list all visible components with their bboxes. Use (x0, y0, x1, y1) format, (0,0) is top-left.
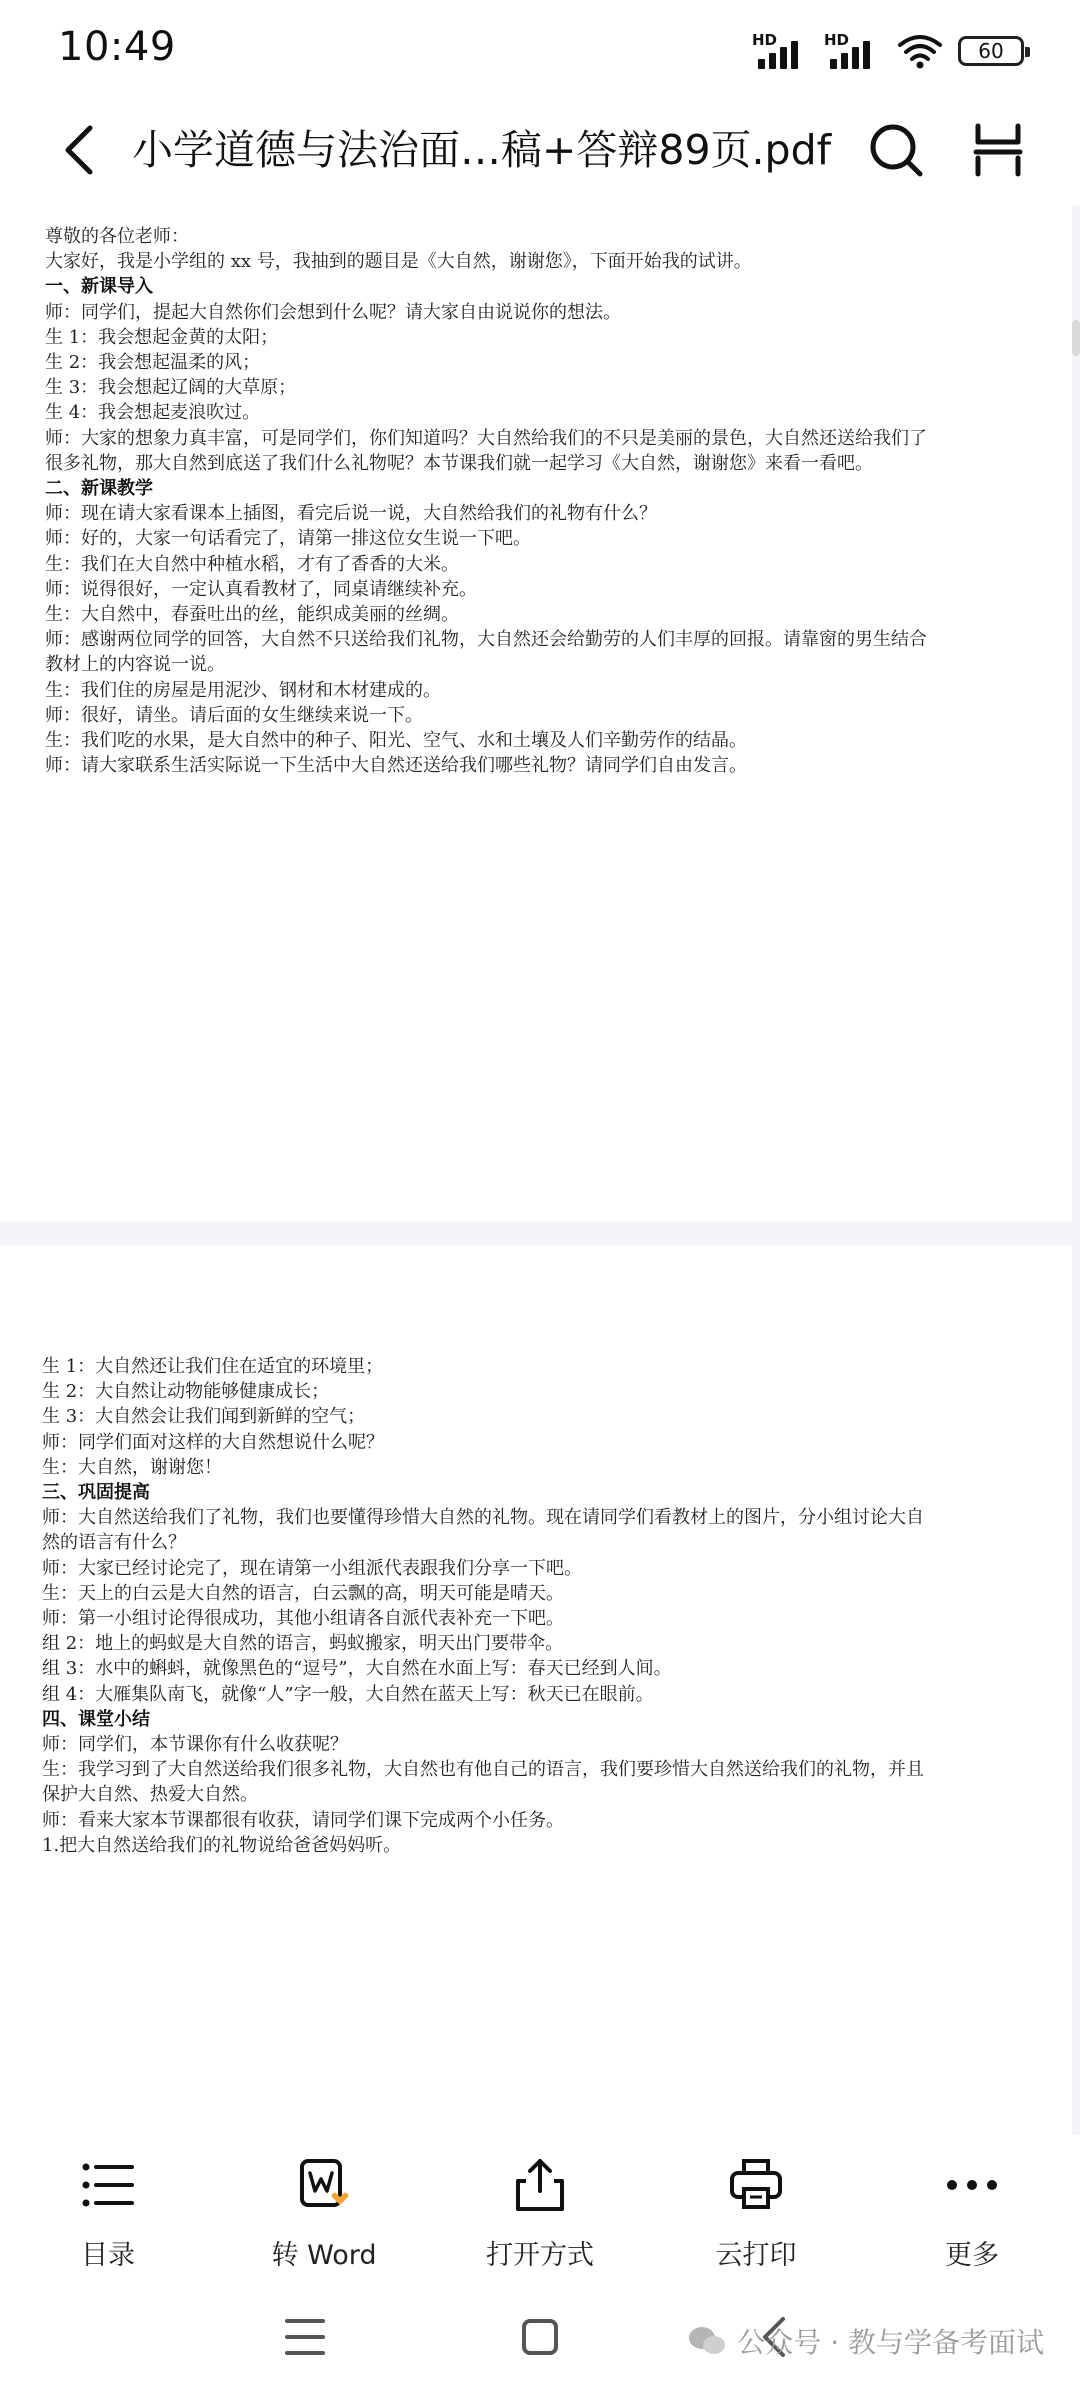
more-button[interactable] (872, 2157, 1072, 2277)
text-line: 生 4：我会想起麦浪吹过。 (45, 402, 261, 424)
convert-word-label: 转 Word (271, 2240, 377, 2271)
bottom-toolbar (0, 2135, 1080, 2285)
text-line: 尊敬的各位老师： (45, 226, 189, 247)
battery-icon (958, 36, 1024, 66)
text-line: 师：现在请大家看课本上插图，看完后说一说，大自然给我们的礼物有什么？ (45, 503, 657, 525)
word-convert-icon (296, 2157, 352, 2213)
text-line: 大家好，我是小学组的 xx 号，我抽到的题目是《大自然，谢谢您》，下面开始我的试讲。 (45, 251, 752, 273)
section-heading: 一、新课导入 (45, 276, 153, 298)
text-line: 保护大自然、热爱大自然。 (42, 1784, 258, 1806)
convert-word-button[interactable] (224, 2157, 424, 2277)
wifi-icon (896, 31, 944, 71)
text-line: 师：同学们，本节课你有什么收获呢？ (42, 1734, 348, 1755)
share-icon (512, 2157, 568, 2213)
text-line: 师：看来大家本节课都很有收获，请同学们课下完成两个小任务。 (42, 1809, 564, 1831)
text-line: 生 3：大自然会让我们闻到新鲜的空气； (42, 1406, 366, 1428)
text-line: 师：同学们，提起大自然你们会想到什么呢？请大家自由说说你的想法。 (45, 301, 621, 323)
text-line: 很多礼物，那大自然到底送了我们什么礼物呢？本节课我们就一起学习《大自然，谢谢您》来看一看吧。 (45, 452, 873, 474)
cloud-print-label: 云打印 (715, 2240, 797, 2271)
text-line: 然的语言有什么？ (42, 1532, 186, 1554)
status-bar (0, 0, 1080, 100)
text-line: 师：感谢两位同学的回答，大自然不只送给我们礼物，大自然还会给勤劳的人们丰厚的回报。请靠窗的男生结合 (45, 629, 927, 651)
open-with-button[interactable] (440, 2157, 640, 2277)
pdf-viewer[interactable] (0, 205, 1080, 2135)
pdf-page-1 (0, 205, 1072, 1221)
section-heading: 四、课堂小结 (42, 1708, 150, 1730)
more-label: 更多 (945, 2240, 999, 2271)
reading-mode-icon[interactable] (968, 120, 1028, 180)
home-nav-icon[interactable] (510, 2307, 570, 2367)
menu-nav-icon[interactable] (275, 2307, 335, 2367)
text-line: 生：我学习到了大自然送给我们很多礼物，大自然也有他自己的语言，我们要珍惜大自然送给我们的礼物，并且 (42, 1759, 924, 1781)
scrollbar-thumb[interactable] (1072, 320, 1080, 356)
section-heading: 二、新课教学 (45, 478, 153, 499)
text-line: 组 3：水中的蝌蚪，就像黑色的“逗号”，大自然在水面上写：春天已经到人间。 (42, 1658, 672, 1680)
toc-button[interactable] (8, 2157, 208, 2277)
watermark (687, 2321, 1044, 2361)
text-line: 生：天上的白云是大自然的语言，白云飘的高，明天可能是晴天。 (42, 1582, 564, 1604)
printer-icon (728, 2157, 784, 2213)
sim2-hd-label: HD (824, 31, 850, 49)
text-line: 师：请大家联系生活实际说一下生活中大自然还送给我们哪些礼物？请同学们自由发言。 (45, 755, 747, 777)
text-line: 师：很好，请坐。请后面的女生继续来说一下。 (45, 704, 423, 726)
system-nav-bar (0, 2285, 1080, 2401)
search-icon[interactable] (866, 120, 926, 180)
text-line: 生 2：大自然让动物能够健康成长； (42, 1381, 330, 1403)
text-line: 组 4：大雁集队南飞，就像“人”字一般，大自然在蓝天上写：秋天已在眼前。 (42, 1683, 654, 1705)
document-title: 小学道德与法治面…稿+答辩89页.pdf (132, 126, 832, 174)
list-icon (80, 2157, 136, 2213)
text-line: 1.把大自然送给我们的礼物说给爸爸妈妈听。 (42, 1834, 402, 1856)
text-line: 生：我们在大自然中种植水稻，才有了香香的大米。 (45, 553, 459, 575)
section-heading: 三、巩固提高 (42, 1482, 150, 1503)
text-line: 生：我们吃的水果，是大自然中的种子、阳光、空气、水和土壤及人们辛勤劳作的结晶。 (45, 730, 747, 751)
text-line: 生 1：大自然还让我们住在适宜的环境里； (42, 1356, 384, 1377)
text-line: 生：我们住的房屋是用泥沙、钢材和木材建成的。 (45, 679, 441, 701)
title-bar (0, 100, 1080, 202)
text-line: 生 2：我会想起温柔的风； (45, 352, 261, 373)
battery-level: 60 (978, 39, 1004, 63)
watermark-text: 公众号 · 教与学备考面试 (737, 2326, 1044, 2359)
text-line: 师：说得很好，一定认真看教材了，同桌请继续补充。 (45, 578, 477, 600)
text-line: 生：大自然，谢谢您！ (42, 1456, 222, 1478)
text-line: 生 1：我会想起金黄的太阳； (45, 326, 279, 348)
open-with-label: 打开方式 (486, 2240, 594, 2271)
text-line: 教材上的内容说一说。 (45, 654, 225, 676)
text-line: 师：第一小组讨论得很成功，其他小组请各自派代表补充一下吧。 (42, 1608, 564, 1629)
text-line: 生：大自然中，春蚕吐出的丝，能织成美丽的丝绸。 (45, 604, 459, 625)
text-line: 师：同学们面对这样的大自然想说什么呢？ (42, 1431, 384, 1453)
more-icon (944, 2157, 1000, 2213)
signal-icon (752, 31, 810, 71)
status-time: 10:49 (58, 24, 176, 70)
cloud-print-button[interactable] (656, 2157, 856, 2277)
text-line: 组 2：地上的蚂蚁是大自然的语言，蚂蚁搬家，明天出门要带伞。 (42, 1633, 564, 1655)
wechat-icon (687, 2325, 727, 2357)
signal-icon (824, 31, 882, 71)
text-line: 师：大家的想象力真丰富，可是同学们，你们知道吗？大自然给我们的不只是美丽的景色，大自然还送给我们了 (45, 427, 927, 449)
text-line: 生 3：我会想起辽阔的大草原； (45, 377, 297, 399)
status-icons (752, 26, 1024, 76)
text-line: 师：大自然送给我们了礼物，我们也要懂得珍惜大自然的礼物。现在请同学们看教材上的图片，分小组讨论大自 (42, 1507, 924, 1529)
text-line: 师：好的，大家一句话看完了，请第一排这位女生说一下吧。 (45, 528, 531, 550)
sim1-hd-label: HD (752, 31, 778, 49)
text-line: 师：大家已经讨论完了，现在请第一小组派代表跟我们分享一下吧。 (42, 1557, 582, 1579)
toc-label: 目录 (81, 2240, 135, 2271)
back-arrow-icon[interactable] (52, 120, 112, 180)
pdf-page-2 (0, 1245, 1072, 2135)
